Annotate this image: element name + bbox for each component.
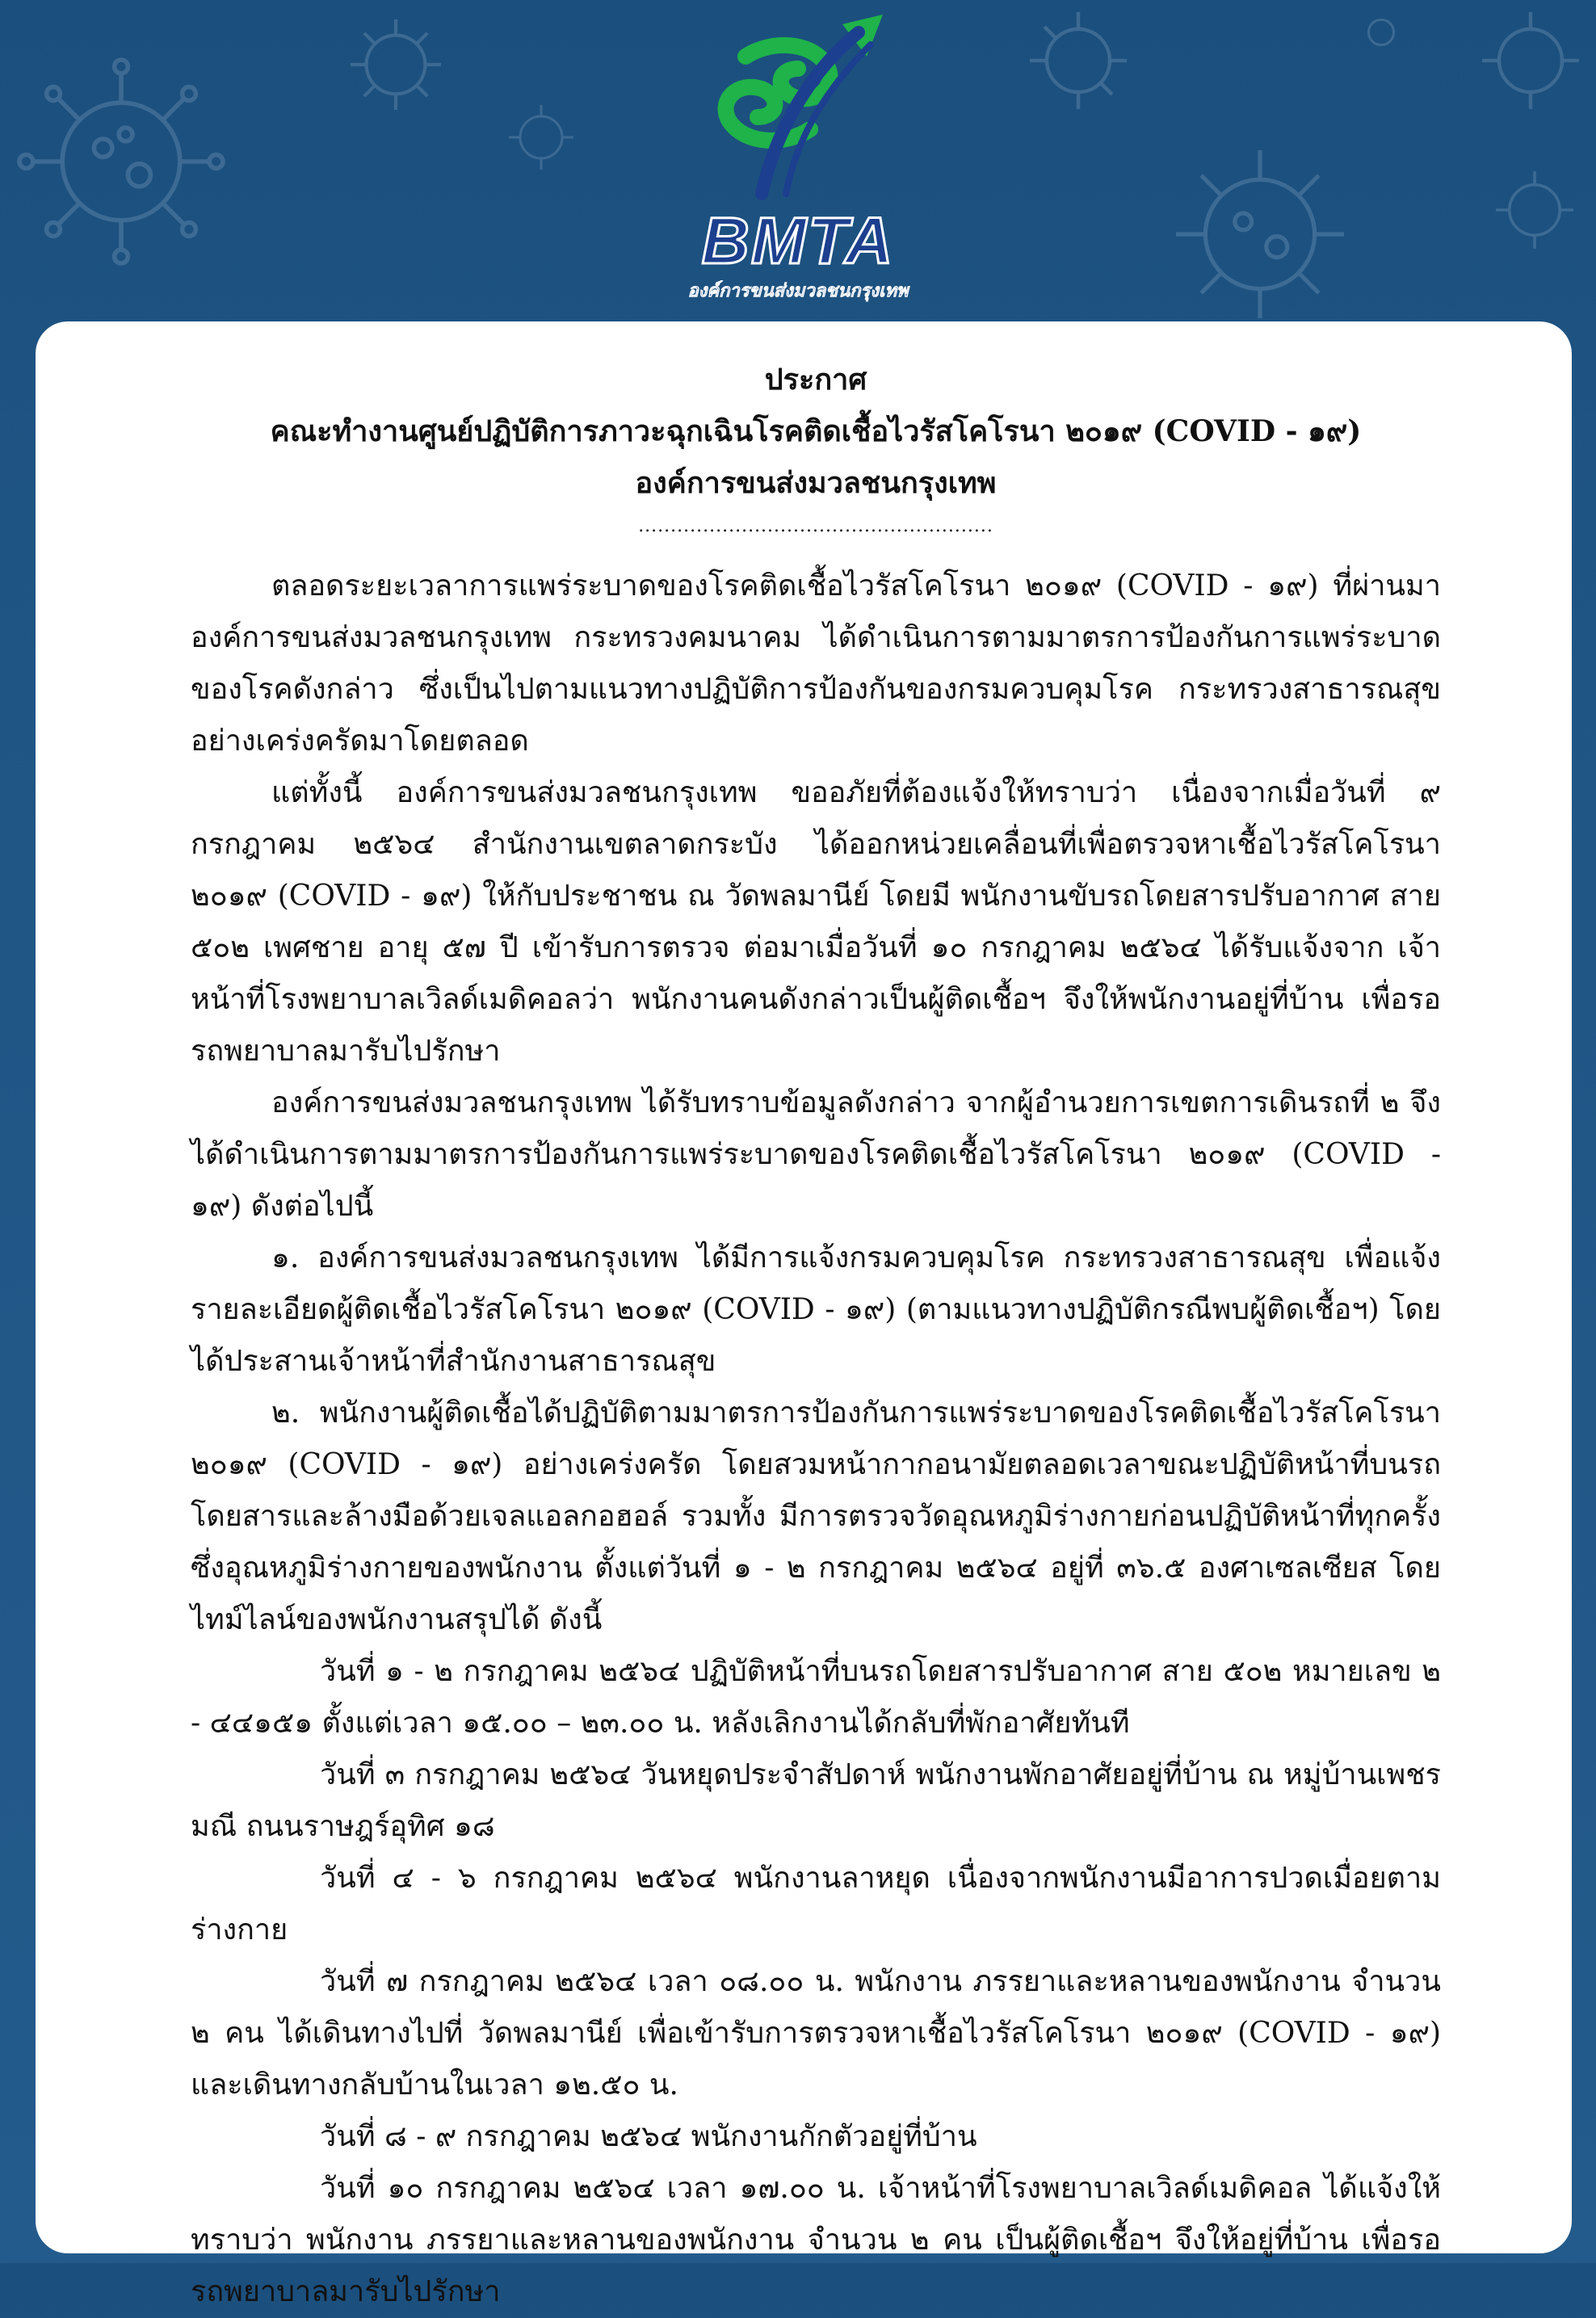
bmta-emblem-icon <box>697 8 899 210</box>
virus-decoration-icon <box>1357 8 1405 57</box>
virus-decoration-icon <box>1486 162 1583 258</box>
announcement-committee: คณะทำงานศูนย์ปฏิบัติการภาวะฉุกเฉินโรคติดเชื้อไวรัสโคโรนา ๒๐๑๙ (COVID - ๑๙) <box>270 414 1362 448</box>
paragraph-item-1: ๑. องค์การขนส่งมวลชนกรุงเทพ ได้มีการแจ้งกรมควบคุมโรค กระทรวงสาธารณสุข เพื่อแจ้งรายละเอียดผู้ติดเชื้อไวรัสโคโรนา ๒๐๑๙ (COVID - ๑๙) (ตามแนวทางปฏิบัติกรณีพบผู้ติดเชื้อฯ) โดยได้ประสานเจ้าหน้าที่สำนักงานสาธารณสุข <box>191 1241 1441 1378</box>
virus-decoration-icon <box>1470 0 1591 121</box>
timeline-entry: วันที่ ๘ - ๙ กรกฎาคม ๒๕๖๔ พนักงานกักตัวอยู่ที่บ้าน <box>320 2120 977 2153</box>
paragraph-item-2: ๒. พนักงานผู้ติดเชื้อได้ปฏิบัติตามมาตรการป้องกันการแพร่ระบาดของโรคติดเชื้อไวรัสโคโรนา ๒๐๑๙ (COVID - ๑๙) อย่างเคร่งครัด โดยสวมหน้ากากอนามัยตลอดเวลาขณะปฏิบัติหน้าที่บนรถโดยสารและล้างมือด้วยเจลแอลกอฮอล์ รวมทั้ง มีการตรวจวัดอุณหภูมิร่างกายก่อนปฏิบัติหน้าที่ทุกครั้ง ซึ่งอุณหภูมิร่างกายของพนักงาน ตั้งแต่วันที่ ๑ - ๒ กรกฎาคม ๒๕๖๔ อยู่ที่ ๓๖.๕ องศาเซลเซียส โดยไทม์ไลน์ของพนักงานสรุปได้ ดังนี้ <box>191 1396 1441 1636</box>
logo-subtitle: องค์การขนส่งมวลชนกรุงเทพ <box>687 281 909 301</box>
paragraph-incident: แต่ทั้งนี้ องค์การขนส่งมวลชนกรุงเทพ ขออภัยที่ต้องแจ้งให้ทราบว่า เนื่องจากเมื่อวันที่ ๙ กรกฎาคม ๒๕๖๔ สำนักงานเขตลาดกระบัง ได้ออกหน่วยเคลื่อนที่เพื่อตรวจหาเชื้อไวรัสโคโรนา ๒๐๑๙ (COVID - ๑๙) ให้กับประชาชน ณ วัดพลมานีย์ โดยมี พนักงานขับรถโดยสารปรับอากาศ สาย ๕๐๒ เพศชาย อายุ ๕๗ ปี เข้ารับการตรวจ ต่อมาเมื่อวันที่ ๑๐ กรกฎาคม ๒๕๖๔ ได้รับแจ้งจาก เจ้าหน้าที่โรงพยาบาลเวิลด์เมดิคอลว่า พนักงานคนดังกล่าวเป็นผู้ติดเชื้อฯ จึงให้พนักงานอยู่ที่บ้าน เพื่อรอรถพยาบาลมารับไปรักษา <box>191 776 1441 1068</box>
timeline-entry: วันที่ ๑๐ กรกฎาคม ๒๕๖๔ เวลา ๑๗.๐๐ น. เจ้าหน้าที่โรงพยาบาลเวิลด์เมดิคอล ได้แจ้งให้ทราบว่า พนักงาน ภรรยาและหลานของพนักงาน จำนวน ๒ คน เป็นผู้ติดเชื้อฯ จึงให้อยู่ที่บ้าน เพื่อรอรถพยาบาลมารับไปรักษา <box>191 2172 1441 2308</box>
virus-decoration-icon <box>501 97 582 178</box>
virus-decoration-icon <box>339 8 452 121</box>
announcement-title: ประกาศ <box>764 363 867 397</box>
announcement-organization: องค์การขนส่งมวลชนกรุงเทพ <box>635 466 997 500</box>
announcement-card <box>36 321 1572 2308</box>
virus-decoration-icon <box>8 48 234 275</box>
virus-decoration-icon <box>1018 0 1139 121</box>
virus-decoration-icon <box>1155 129 1365 339</box>
timeline-entry: วันที่ ๗ กรกฎาคม ๒๕๖๔ เวลา ๐๘.๐๐ น. พนักงาน ภรรยาและหลานของพนักงาน จำนวน ๒ คน ได้เดินทางไปที่ วัดพลมานีย์ เพื่อเข้ารับการตรวจหาเชื้อไวรัสโคโรนา ๒๐๑๙ (COVID - ๑๙) และเดินทางกลับบ้านในเวลา ๑๒.๕๐ น. <box>191 1965 1441 2102</box>
paragraph-response: องค์การขนส่งมวลชนกรุงเทพ ได้รับทราบข้อมูลดังกล่าว จากผู้อำนวยการเขตการเดินรถที่ ๒ จึงได้ดำเนินการตามมาตรการป้องกันการแพร่ระบาดของโรคติดเชื้อไวรัสโคโรนา ๒๐๑๙ (COVID - ๑๙) ดังต่อไปนี้ <box>191 1086 1441 1223</box>
bmta-logo <box>665 8 931 299</box>
timeline-entry: วันที่ ๑ - ๒ กรกฎาคม ๒๕๖๔ ปฏิบัติหน้าที่บนรถโดยสารปรับอากาศ สาย ๕๐๒ หมายเลข ๒ - ๔๔๑๕๑ ตั้งแต่เวลา ๑๕.๐๐ – ๒๓.๐๐ น. หลังเลิกงานได้กลับที่พักอาศัยทันที <box>191 1655 1441 1740</box>
timeline-entry: วันที่ ๔ - ๖ กรกฎาคม ๒๕๖๔ พนักงานลาหยุด เนื่องจากพนักงานมีอาการปวดเมื่อยตามร่างกาย <box>191 1862 1441 1946</box>
announcement-document <box>191 354 1441 2318</box>
paragraph-intro: ตลอดระยะเวลาการแพร่ระบาดของโรคติดเชื้อไวรัสโคโรนา ๒๐๑๙ (COVID - ๑๙) ที่ผ่านมาองค์การขนส่งมวลชนกรุงเทพ กระทรวงคมนาคม ได้ดำเนินการตามมาตรการป้องกันการแพร่ระบาดของโรคดังกล่าว ซึ่งเป็นไปตามแนวทางปฏิบัติการป้องกันของกรมควบคุมโรค กระทรวงสาธารณสุข อย่างเคร่งครัดมาโดยตลอด <box>191 569 1441 758</box>
timeline-entry: วันที่ ๓ กรกฎาคม ๒๕๖๔ วันหยุดประจำสัปดาห์ พนักงานพักอาศัยอยู่ที่บ้าน ณ หมู่บ้านเพชรมณี ถนนราษฎร์อุทิศ ๑๘ <box>191 1758 1441 1843</box>
divider-dots: ....................................................... <box>638 516 993 536</box>
logo-wordmark: BMTA <box>701 204 895 278</box>
